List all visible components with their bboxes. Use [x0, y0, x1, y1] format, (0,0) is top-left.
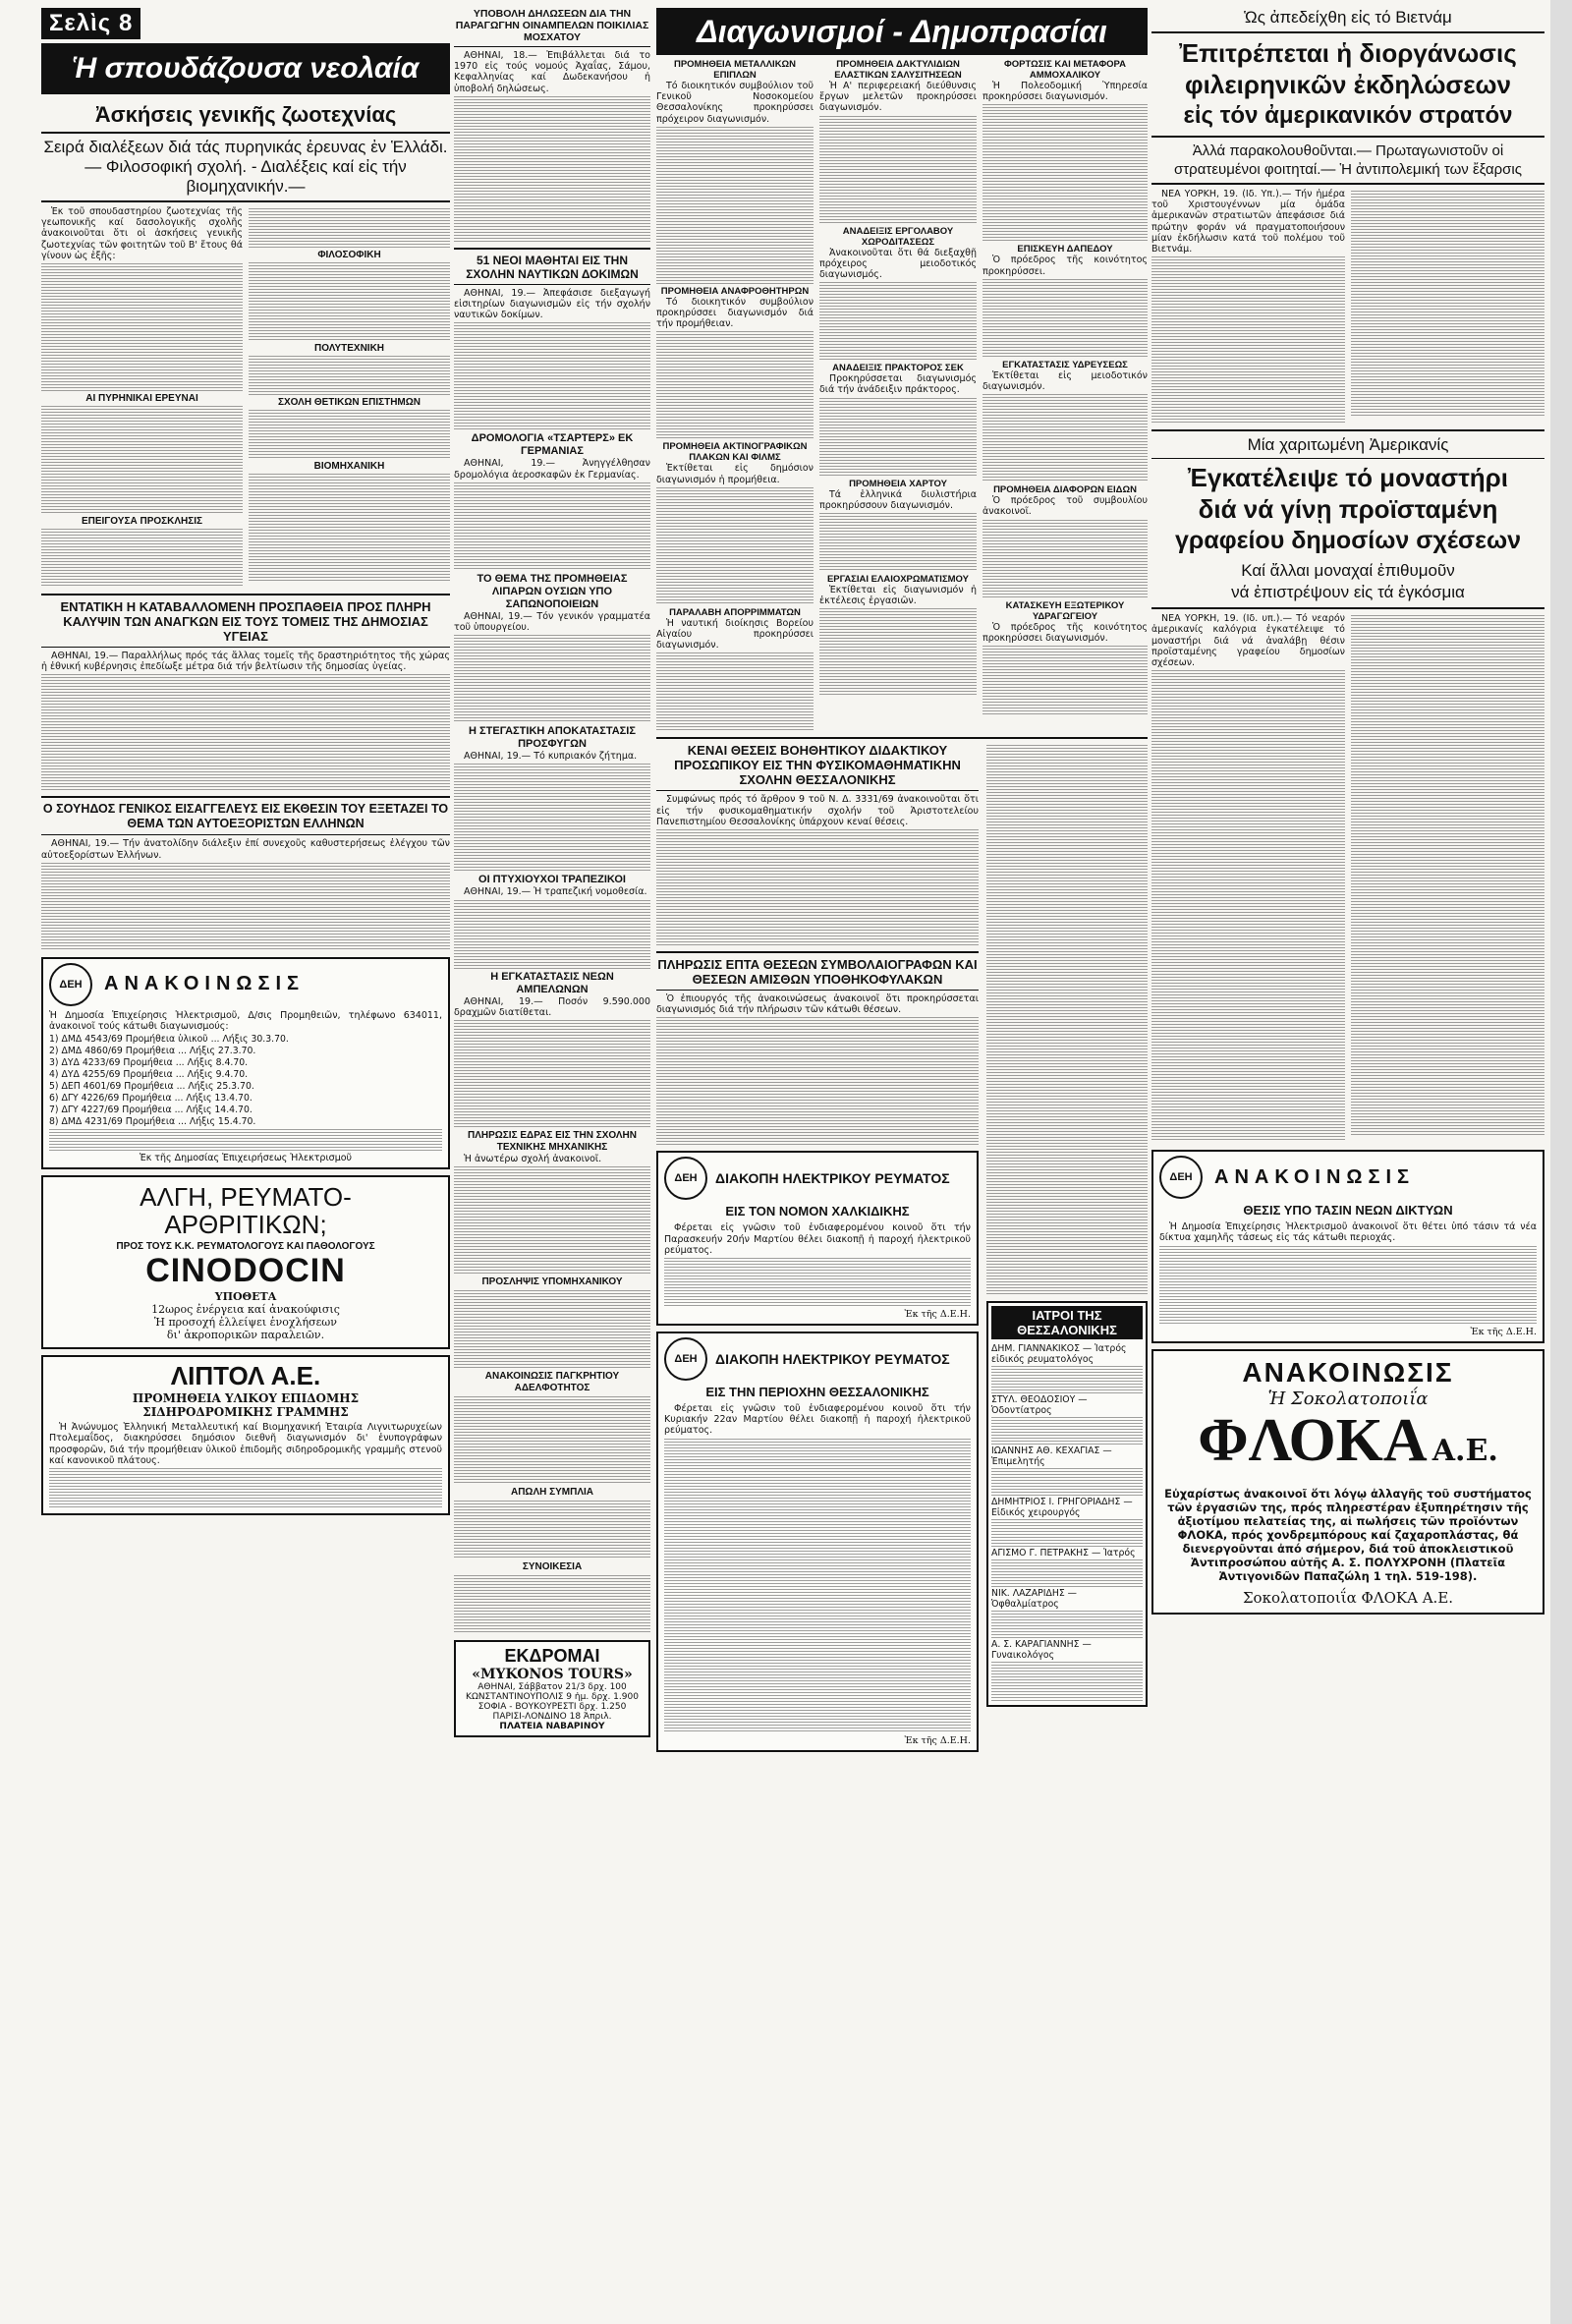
- ad-form: ΥΠΟΘΕΤΑ: [214, 1290, 277, 1304]
- subheading-nuclear: ΑΙ ΠΥΡΗΝΙΚΑΙ ΕΡΕΥΝΑΙ: [85, 393, 198, 405]
- heading-refugees: Η ΣΤΕΓΑΣΤΙΚΗ ΑΠΟΚΑΤΑΣΤΑΣΙΣ ΠΡΟΣΦΥΓΩΝ: [469, 725, 636, 751]
- heading-lost: ΑΠΩΛΗ ΣΥΜΠΛΙΑ: [510, 1487, 594, 1499]
- article-refugees: ΑΘΗΝΑΙ, 19.— Τό κυπριακόν ζήτημα.: [464, 751, 638, 763]
- tender-text: Ὁ πρόεδρος τοῦ συμβουλίου ἀνακοινοῖ.: [982, 495, 1148, 518]
- doctor-entry: ΔΗΜΗΤΡΙΟΣ Ι. ΓΡΗΓΟΡΙΑΔΗΣ — Εἰδικός χειρουργός: [991, 1497, 1133, 1519]
- subheading-urgent: ΕΠΕΙΓΟΥΣΑ ΠΡΟΣΚΛΗΣΙΣ: [81, 516, 203, 528]
- tender-heading: ΠΡΟΜΗΘΕΙΑ ΑΚΤΙΝΟΓΡΑΦΙΚΩΝ ΠΛΑΚΩΝ ΚΑΙ ΦΙΛΜΣ: [662, 441, 808, 464]
- liptol-line-2: ΣΙΔΗΡΟΔΡΟΜΙΚΗΣ ΓΡΑΜΜΗΣ: [142, 1405, 349, 1420]
- headline-line-2: φιλειρηνικῶν ἐκδηλώσεων: [1185, 70, 1511, 99]
- ad-line-2: ΑΡΘΡΙΤΙΚΩΝ;: [164, 1210, 327, 1240]
- tender-text: Ὁ πρόεδρος τῆς κοινότητος προκηρύσσει διαγωνισμόν.: [982, 621, 1148, 644]
- subhead-nun-1: Καί ἄλλαι μοναχαί ἐπιθυμοῦν: [1241, 561, 1455, 581]
- floka-ae: Α.Ε.: [1432, 1433, 1498, 1468]
- tender-item: 8) ΔΜΔ 4231/69 Προμήθεια ... Λήξις 15.4.70.: [49, 1116, 256, 1128]
- tour-line: ΣΟΦΙΑ - ΒΟΥΚΟΥΡΕΣΤΙ δρχ. 1.250: [477, 1702, 627, 1713]
- power-cut-chalkidiki: [656, 1151, 979, 1326]
- tour-line: ΚΩΝΣΤΑΝΤΙΝΟΥΠΟΛΙΣ 9 ἡμ. δρχ. 1.900: [466, 1692, 639, 1703]
- doctor-entry: ΙΩΑΝΝΗΣ ΑΘ. ΚΕΧΑΓΙΑΣ — Ἐπιμελητής: [991, 1445, 1112, 1468]
- tender-heading: ΕΠΙΣΚΕΥΗ ΔΑΠΕΔΟΥ: [1017, 244, 1113, 255]
- column-left: [41, 8, 450, 1521]
- floka-text: Εὐχαρίστως ἀνακοινοῖ ὅτι λόγῳ ἀλλαγῆς τοῦ συστήματος τῶν ἐργασιῶν της, πρός πληρεστέραν ἐξυπηρέτησιν τῆς ἀξιοτίμου πελατείας της, αἱ πωλήσεις τῶν προϊόντων ΦΛΟΚΑ, πρός χονδρεμπόρους καί ζαχαροπλάστας, θά διενεργοῦνται ἀπό σήμερον, διά τοῦ ἀποκλειστικοῦ Ἀντιπροσώπου αὐτῆς Α. Σ. ΠΟΛΥΧΡΟΝΗ (Πλατεῖα Ἀντιγονιδῶν Παπαζώλη 1 τηλ. 519-198).: [1164, 1486, 1532, 1583]
- tender-heading: ΕΡΓΑΣΙΑΙ ΕΛΑΙΟΧΡΩΜΑΤΙΣΜΟΥ: [826, 574, 970, 586]
- ad-benefit-1: 12ωρος ἐνέργεια καί ἀνακούφισις: [151, 1303, 340, 1317]
- page-label: Σελὶς 8: [41, 8, 140, 39]
- dei-logo: ΔΕΗ: [1159, 1156, 1203, 1199]
- subhead-lectures: Σειρά διαλέξεων διά τάς πυρηνικάς ἐρευνας ἐν Ἑλλάδι.— Φιλοσοφική σχολή. - Διαλέξεις καί εἰς τήν βιομηχανικήν.—: [43, 138, 448, 196]
- tender-item: 5) ΔΕΠ 4601/69 Προμήθεια ... Λήξις 25.3.70.: [49, 1081, 254, 1093]
- power-cut-footer: Ἐκ τῆς Δ.Ε.Η.: [904, 1309, 971, 1321]
- heading-chair: ΠΛΗΡΩΣΙΣ ΕΔΡΑΣ ΕΙΣ ΤΗΝ ΣΧΟΛΗΝ ΤΕΧΝΙΚΗΣ ΜΗΧΑΝΙΚΗΣ: [468, 1130, 637, 1154]
- tender-heading: ΠΡΟΜΗΘΕΙΑ ΔΙΑΦΟΡΩΝ ΕΙΔΩΝ: [993, 484, 1137, 496]
- power-cut-footer: Ἐκ τῆς Δ.Ε.Η.: [904, 1734, 971, 1746]
- heading-notaries: ΠΛΗΡΩΣΙΣ ΕΠΤΑ ΘΕΣΕΩΝ ΣΥΜΒΟΛΑΙΟΓΡΑΦΩΝ ΚΑΙ ΘΕΣΕΩΝ ΑΜΙΣΘΩΝ ΥΠΟΘΗΚΟΦΥΛΑΚΩΝ: [657, 957, 978, 988]
- kicker-vietnam: Ὡς ἀπεδείχθη εἰς τό Βιετνάμ: [1244, 8, 1452, 27]
- headline-prosecutor: Ο ΣΟΥΗΔΟΣ ΓΕΝΙΚΟΣ ΕΙΣΑΓΓΕΛΕΥΣ ΕΙΣ ΕΚΘΕΣΙΝ ΤΟΥ ΕΞΕΤΑΖΕΙ ΤΟ ΘΕΜΑ ΤΩΝ ΑΥΤΟΕΞΟΡΙΣΤΩΝ ΕΛΛΗΝΩΝ: [42, 802, 449, 831]
- article-charters: ΑΘΗΝΑΙ, 19.— Ἀνηγγέλθησαν δρομολόγια ἀεροσκαφῶν ἐκ Γερμανίας.: [454, 458, 650, 481]
- tender-text: Τό διοικητικόν συμβούλιον τοῦ Γενικοῦ Νοσοκομείου Θεσσαλονίκης προκηρύσσει πρόχειρον διαγωνισμόν.: [656, 81, 814, 125]
- column-second: [454, 8, 650, 1743]
- floka-brand: ΦΛΟΚΑ: [1198, 1406, 1428, 1474]
- tender-text: Ἡ ναυτική διοίκησις Βορείου Αἰγαίου προκηρύσσει διαγωνισμόν.: [656, 617, 814, 652]
- floka-subtitle: Ἡ Σοκολατοποιΐα: [1267, 1388, 1429, 1409]
- dei-announcement: [41, 957, 450, 1169]
- tender-text: Τό διοικητικόν συμβούλιον προκηρύσσει διαγωνισμόν διά τήν προμήθειαν.: [656, 296, 814, 330]
- subheading-philosophy: ΦΙΛΟΣΟΦΙΚΗ: [317, 250, 381, 260]
- doctor-entry: Α. Σ. ΚΑΡΑΓΙΑΝΝΗΣ — Γυναικολόγος: [991, 1639, 1092, 1662]
- article-vietnam: ΝΕΑ ΥΟΡΚΗ, 19. (Ιδ. Υπ.).— Τήν ἡμέρα τοῦ Χριστουγέννων μία ὁμάδα ἀμερικανῶν στρατιωτῶν ἀπεφάσισε διά πρώτην φοράν νά πραγματοποιήσουν μίαν ἐκδήλωσιν κατά τοῦ πολέμου τοῦ Βιετνάμ.: [1151, 189, 1345, 255]
- subheading-sciences: ΣΧΟΛΗ ΘΕΤΙΚΩΝ ΕΠΙΣΤΗΜΩΝ: [278, 397, 421, 408]
- dei-logo: ΔΕΗ: [664, 1337, 707, 1381]
- networks-subtitle: ΘΕΣΙΣ ΥΠΟ ΤΑΣΙΝ ΝΕΩΝ ΔΙΚΤΥΩΝ: [1243, 1203, 1453, 1219]
- tender-text: Ἐκτίθεται εἰς δημόσιον διαγωνισμόν ἡ προμήθεια.: [656, 463, 814, 485]
- heading-engineer: ΠΡΟΣΛΗΨΙΣ ΥΠΟΜΗΧΑΝΙΚΟΥ: [481, 1276, 623, 1288]
- article-muscat: ΑΘΗΝΑΙ, 18.— Ἐπιβάλλεται διά το 1970 εἰς τούς νομούς Ἀχαΐας, Σάμου, Κεφαλληνίας καί Δωδεκανήσου ἡ ὑποβολή δηλώσεως.: [454, 50, 650, 94]
- tender-heading: ΠΡΟΜΗΘΕΙΑ ΔΑΚΤΥΛΙΔΙΩΝ ΕΛΑΣΤΙΚΩΝ ΣΑΛΥΣΙΤΗΣΕΩΝ: [834, 59, 962, 81]
- article-naval-cadets: ΑΘΗΝΑΙ, 19.— Ἀπεφάσισε διεξαγωγή εἰσιτηρίων διαγωνισμῶν εἰς τήν σχολήν ναυτικῶν δοκίμων.: [454, 287, 650, 321]
- article-intro: Ἐκ τοῦ σπουδαστηρίου ζωοτεχνίας τῆς γεωπονικῆς καί δασολογικῆς σχολῆς ἀνακοινοῦται ὅτι οἱ ἀσκήσεις γενικῆς ζωοτεχνίας τῶν φοιτητῶν τοῦ Β' ἔτους θά γίνουν ὡς ἑξῆς:: [41, 206, 243, 261]
- tour-line: ΠΑΡΙΣΙ-ΛΟΝΔΙΝΟ 18 Ἀπριλ.: [492, 1712, 612, 1723]
- tours-title: ΕΚΔΡΟΜΑΙ: [504, 1646, 600, 1667]
- liptol-ad: [41, 1355, 450, 1515]
- subheading-polytechnic: ΠΟΛΥΤΕΧΝΙΚΗ: [313, 343, 385, 354]
- power-cut-title: ΔΙΑΚΟΠΗ ΗΛΕΚΤΡΙΚΟΥ ΡΕΥΜΑΤΟΣ: [715, 1170, 950, 1187]
- tender-heading: ΠΡΟΜΗΘΕΙΑ ΜΕΤΑΛΛΙΚΩΝ ΕΠΙΠΛΩΝ: [673, 59, 797, 81]
- article-fats: ΑΘΗΝΑΙ, 19.— Τόν γενικόν γραμματέα τοῦ ὑπουργείου.: [454, 610, 650, 634]
- tender-list: [49, 1034, 442, 1127]
- tender-heading: ΠΡΟΜΗΘΕΙΑ ΑΝΑΦΡΟΘΗΤΗΡΩΝ: [660, 285, 810, 297]
- column-right: [1151, 8, 1544, 1620]
- ad-line-3: ΠΡΟΣ ΤΟΥΣ Κ.Κ. ΡΕΥΜΑΤΟΛΟΓΟΥΣ ΚΑΙ ΠΑΘΟΛΟΓΟΥΣ: [116, 1241, 375, 1253]
- article-vineyards: ΑΘΗΝΑΙ, 19.— Ποσόν 9.590.000 δραχμῶν διατίθεται.: [454, 995, 650, 1018]
- heading-vineyards: Η ΕΓΚΑΤΑΣΤΑΣΙΣ ΝΕΩΝ ΑΜΠΕΛΩΝΩΝ: [490, 970, 614, 995]
- power-cut-thessaloniki: [656, 1332, 979, 1752]
- headline-nun-2: διά νά γίνῃ προϊσταμένη: [1198, 494, 1498, 525]
- headline-zootechnics: Ἀσκήσεις γενικῆς ζωοτεχνίας: [94, 102, 397, 127]
- heading-muscat: ΥΠΟΒΟΛΗ ΔΗΛΩΣΕΩΝ ΔΙΑ ΤΗΝ ΠΑΡΑΓΩΓΗΝ ΟΙΝΑΜΠΕΛΩΝ ΠΟΙΚΙΛΙΑΣ ΜΟΣΧΑΤΟΥ: [455, 8, 649, 43]
- headline-nun-1: Ἐγκατέλειψε τό μοναστήρι: [1188, 463, 1508, 493]
- tender-heading: ΑΝΑΔΕΙΞΙΣ ΕΡΓΟΛΑΒΟΥ ΧΩΡΟΔΙΤΑΣΕΩΣ: [842, 225, 954, 248]
- heading-teaching-posts: ΚΕΝΑΙ ΘΕΣΕΙΣ ΒΟΗΘΗΤΙΚΟΥ ΔΙΔΑΚΤΙΚΟΥ ΠΡΟΣΩΠΙΚΟΥ ΕΙΣ ΤΗΝ ΦΥΣΙΚΟΜΑΘΗΜΑΤΙΚΗΝ ΣΧΟΛΗΝ ΘΕΣΣΑΛΟΝΙΚΗΣ: [674, 743, 961, 788]
- tender-heading: ΑΝΑΔΕΙΞΙΣ ΠΡΑΚΤΟΡΟΣ ΣΕΚ: [832, 363, 964, 374]
- power-cut-area: ΕΙΣ ΤΗΝ ΠΕΡΙΟΧΗΝ ΘΕΣΣΑΛΟΝΙΚΗΣ: [705, 1385, 929, 1400]
- tender-item: 2) ΔΜΔ 4860/69 Προμήθεια ... Λήξις 27.3.70.: [49, 1046, 256, 1057]
- heading-marriage: ΣΥΝΟΙΚΕΣΙΑ: [522, 1561, 583, 1573]
- heading-bank-graduates: ΟΙ ΠΤΥΧΙΟΥΧΟΙ ΤΡΑΠΕΖΙΚΟΙ: [478, 874, 626, 886]
- heading-fats: ΤΟ ΘΕΜΑ ΤΗΣ ΠΡΟΜΗΘΕΙΑΣ ΛΙΠΑΡΩΝ ΟΥΣΙΩΝ ΥΠΟ ΣΑΠΩΝΟΠΟΙΕΙΩΝ: [477, 572, 628, 610]
- doctor-entry: ΝΙΚ. ΛΑΖΑΡΙΔΗΣ — Ὀφθαλμίατρος: [991, 1588, 1077, 1611]
- mykonos-tours-ad: [454, 1640, 650, 1737]
- dei-logo: ΔΕΗ: [664, 1157, 707, 1200]
- announcement-title: ΑΝΑΚΟΙΝΩΣΙΣ: [1214, 1165, 1416, 1188]
- ad-benefit-2: Ἡ προσοχή ἐλλείψει ἐνοχλήσεων: [154, 1316, 337, 1330]
- power-cut-area: ΕΙΣ ΤΟΝ ΝΟΜΟΝ ΧΑΛΚΙΔΙΚΗΣ: [725, 1204, 910, 1219]
- heading-charters: ΔΡΟΜΟΛΟΓΙΑ «ΤΣΑΡΤΕΡΣ» ΕΚ ΓΕΡΜΑΝΙΑΣ: [471, 432, 634, 458]
- ad-benefit-3: δι' ἀκροπορικῶν παραλειῶν.: [166, 1329, 325, 1342]
- announcement-title: ΑΝΑΚΟΙΝΩΣΙΣ: [104, 973, 306, 995]
- tour-address: ΠΛΑΤΕΙΑ ΝΑΒΑΡΙΝΟΥ: [499, 1722, 605, 1732]
- section-banner: Ἡ σπουδάζουσα νεολαία: [41, 43, 450, 94]
- tenders-subcolumn: [982, 59, 1148, 733]
- tender-heading: ΦΟΡΤΩΣΙΣ ΚΑΙ ΜΕΤΑΦΟΡΑ ΑΜΜΟΧΑΛΙΚΟΥ: [1003, 59, 1127, 81]
- doctor-entry: ΔΗΜ. ΓΙΑΝΝΑΚΙΚΟΣ — Ἰατρός εἰδικός ρευματολόγος: [991, 1343, 1127, 1366]
- tender-heading: ΚΑΤΑΣΚΕΥΗ ΕΞΩΤΕΡΙΚΟΥ ΥΔΡΑΓΩΓΕΙΟΥ: [1005, 599, 1125, 622]
- tender-item: 4) ΔΥΔ 4255/69 Προμήθεια ... Λήξις 9.4.70.: [49, 1069, 249, 1081]
- headline-health: ΕΝΤΑΤΙΚΗ Η ΚΑΤΑΒΑΛΛΟΜΕΝΗ ΠΡΟΣΠΑΘΕΙΑ ΠΡΟΣ ΠΛΗΡΗ ΚΑΛΥΨΙΝ ΤΩΝ ΑΝΑΓΚΩΝ ΕΙΣ ΤΟΥΣ ΤΟΜΕΙΣ ΤΗΣ ΔΗΜΟΣΙΑΣ ΥΓΕΙΑΣ: [60, 599, 431, 645]
- headline-line-3: εἰς τόν ἀμερικανικόν στρατόν: [1183, 102, 1513, 129]
- networks-text: Ἡ Δημοσία Ἐπιχείρησις Ἠλεκτρισμοῦ ἀνακοινοῖ ὅτι θέτει ὑπό τάσιν τά νέα δίκτυα χαμηλῆς τάσεως εἰς τάς κάτωθι περιοχάς.: [1159, 1221, 1537, 1244]
- prosecutor-article: ΑΘΗΝΑΙ, 19.— Τήν ἀνατολίδην διάλεξιν ἐπί συνεχοῦς καθυστερήσεως ἐλέγχου τῶν αὐτοεξορίστων Ἑλλήνων.: [41, 838, 450, 861]
- doctor-entry: ΑΓΙΣΜΟ Γ. ΠΕΤΡΑΚΗΣ — Ἰατρός: [991, 1548, 1136, 1559]
- tender-text: Τά ἑλληνικά διυλιστήρια προκηρύσσουν διαγωνισμόν.: [819, 488, 977, 511]
- tour-line: ΑΘΗΝΑΙ, Σάββατον 21/3 δρχ. 100: [477, 1682, 627, 1693]
- article-teaching-posts: Συμφώνως πρός τό ἄρθρον 9 τοῦ Ν. Δ. 3331/69 ἀνακοινοῦται ὅτι εἰς τήν φυσικομαθηματικήν σχολήν τοῦ Ἀριστοτελείου Πανεπιστημίου Θεσσαλονίκης ὑπάρχουν κεναί θέσεις.: [656, 794, 979, 827]
- article-notaries: Ὁ ἐπιουργός τῆς ἀνακοινώσεως ἀνακοινοῖ ὅτι προκηρύσσεται διαγωνισμός διά τήν πλήρωσιν τῶν κάτωθι θέσεων.: [656, 993, 979, 1016]
- power-cut-title: ΔΙΑΚΟΠΗ ΗΛΕΚΤΡΙΚΟΥ ΡΕΥΜΑΤΟΣ: [715, 1351, 950, 1368]
- tenders-subcolumn: [656, 59, 814, 733]
- tender-item: 1) ΔΜΔ 4543/69 Προμήθεια ὑλικοῦ ... Λήξις 30.3.70.: [49, 1034, 289, 1046]
- tender-heading: ΠΑΡΑΛΑΒΗ ΑΠΟΡΡΙΜΜΑΤΩΝ: [669, 606, 801, 618]
- dei-logo: ΔΕΗ: [49, 963, 92, 1006]
- dei-new-networks: [1151, 1150, 1544, 1342]
- liptol-line-1: ΠΡΟΜΗΘΕΙΑ ΥΛΙΚΟΥ ΕΠΙΔΟΜΗΣ: [132, 1391, 360, 1406]
- kicker-nun: Μία χαριτωμένη Ἀμερικανίς: [1247, 435, 1449, 455]
- tender-text: Ἡ Πολεοδομική Ὑπηρεσία προκηρύσσει διαγωνισμόν.: [982, 81, 1148, 103]
- floka-ad: [1151, 1349, 1544, 1615]
- doctors-heading: ΙΑΤΡΟΙ ΤΗΣ ΘΕΣΣΑΛΟΝΙΚΗΣ: [991, 1306, 1143, 1339]
- liptol-brand: ΛΙΠΤΟΛ Α.Ε.: [170, 1361, 321, 1391]
- tender-text: Ἐκτίθεται εἰς διαγωνισμόν ἡ ἐκτέλεσις ἐργασιῶν.: [819, 585, 977, 607]
- power-cut-text: Φέρεται εἰς γνῶσιν τοῦ ἐνδιαφερομένου κοινοῦ ὅτι τήν Κυριακήν 22αν Μαρτίου θέλει διακοπῇ ἡ παροχή ἠλεκτρικοῦ ρεύματος.: [664, 1403, 971, 1437]
- power-cut-text: Φέρεται εἰς γνῶσιν τοῦ ἐνδιαφερομένου κοινοῦ ὅτι τήν Παρασκευήν 20ήν Μαρτίου θέλει διακοπῇ ἡ παροχή ἠλεκτρικοῦ ρεύματος.: [664, 1222, 971, 1256]
- tender-text: Ἐκτίθεται εἰς μειοδοτικόν διαγωνισμόν.: [982, 369, 1148, 393]
- tender-item: 7) ΔΓΥ 4227/69 Προμήθεια ... Λήξις 14.4.70.: [49, 1105, 253, 1116]
- subhead-nun-2: νά ἐπιστρέψουν εἰς τά ἐγκόσμια: [1231, 583, 1465, 602]
- ad-brand: CINODOCIN: [145, 1252, 346, 1290]
- tender-text: Προκηρύσσεται διαγωνισμός διά τήν ἀνάδειξιν πράκτορος.: [819, 373, 977, 396]
- tours-company: «MYKONOS TOURS»: [472, 1667, 633, 1683]
- tenders-banner: Διαγωνισμοί - Δημοπρασίαι: [656, 8, 1148, 55]
- article-chair: Ἡ ἀνωτέρω σχολή ἀνακοινοῖ.: [464, 1154, 602, 1165]
- doctor-entry: ΣΤΥΛ. ΘΕΟΔΟΣΙΟΥ — Ὀδοντίατρος: [991, 1394, 1088, 1417]
- heading-naval-cadets: 51 ΝΕΟΙ ΜΑΘΗΤΑΙ ΕΙΣ ΤΗΝ ΣΧΟΛΗΝ ΝΑΥΤΙΚΩΝ ΔΟΚΙΜΩΝ: [466, 253, 639, 281]
- headline-line-1: Ἐπιτρέπεται ἡ διοργάνωσις: [1179, 38, 1517, 68]
- tenders-subcolumn: [819, 59, 977, 733]
- tender-item: 3) ΔΥΔ 4233/69 Προμήθεια ... Λήξις 8.4.70.: [49, 1057, 249, 1069]
- subheading-industrial: ΒΙΟΜΗΧΑΝΙΚΗ: [313, 461, 385, 472]
- heading-cretan: ΑΝΑΚΟΙΝΩΣΙΣ ΠΑΓΚΡΗΤΙΟΥ ΑΔΕΛΦΟΤΗΤΟΣ: [484, 1371, 620, 1394]
- liptol-text: Ἡ Ἀνώνυμος Ἑλληνική Μεταλλευτική καί Βιομηχανική Ἑταιρία Λιγνιτωρυχείων Πτολεμαΐδος, διακηρύσσει δημόσιον διεθνῆ διαγωνισμόν δι' ἐνυπογράφων προσφορῶν, διά τήν προμήθειαν ὑλικοῦ ἐπιδομῆς σιδηροδρομικῆς γραμμῆς στενοῦ καί κανονικοῦ πλάτους.: [49, 1422, 442, 1466]
- subhead-vietnam: Ἀλλά παρακολουθοῦνται.— Πρωταγωνιστοῦν οἱ στρατευμένοι φοιτηταί.— Ἡ ἀντιπολεμική των ἔξαρσις: [1174, 142, 1522, 178]
- adjacent-page-edge: [1550, 0, 1572, 2324]
- cinodocin-ad: [41, 1175, 450, 1349]
- health-article: ΑΘΗΝΑΙ, 19.— Παραλλήλως πρός τάς ἄλλας τομεῖς τῆς δραστηριότητος τῆς χώρας ἡ ἐθνική κυβέρνησις ἐπεδίωξε μέτρα διά τήν βελτίωσιν τῆς δημοσίας ὑγείας.: [41, 651, 450, 673]
- floka-announcement-title: ΑΝΑΚΟΙΝΩΣΙΣ: [1242, 1356, 1454, 1388]
- announcement-footer: Ἐκ τῆς Δημοσίας Ἐπιχειρήσεως Ἠλεκτρισμοῦ: [139, 1153, 353, 1164]
- tender-text: Ὁ πρόεδρος τῆς κοινότητος προκηρύσσει.: [982, 255, 1148, 277]
- article-nun: ΝΕΑ ΥΟΡΚΗ, 19. (Ιδ. υπ.).— Τό νεαρόν ἀμερικανίς καλόγρια ἐγκατέλειψε τό μοναστήρι διά νά ἀναλάβῃ θέσιν προϊσταμένης γραφείου δημοσίων σχέσεων.: [1151, 613, 1345, 669]
- tender-text: Ἡ Α' περιφερειακή διεύθυνσις ἔργων μελετῶν προκηρύσσει διαγωνισμόν.: [819, 81, 977, 114]
- doctors-directory: [986, 1301, 1148, 1707]
- tender-heading: ΕΓΚΑΤΑΣΤΑΣΙΣ ΥΔΡΕΥΣΕΩΣ: [1002, 359, 1128, 370]
- tender-text: Ἀνακοινοῦται ὅτι θά διεξαχθῇ πρόχειρος μειοδοτικός διαγωνισμός.: [819, 247, 977, 281]
- networks-footer: Ἐκ τῆς Δ.Ε.Η.: [1470, 1326, 1537, 1337]
- headline-nun-3: γραφείου δημοσίων σχέσεων: [1175, 527, 1521, 555]
- announcement-intro: Ἡ Δημοσία Ἐπιχείρησις Ἠλεκτρισμοῦ, Δ/σις Προμηθειῶν, τηλέφωνο 634011, ἀνακοινοῖ τούς κάτωθι διαγωνισμούς:: [49, 1009, 442, 1033]
- column-tenders: [656, 8, 1148, 1758]
- floka-signature: Σοκολατοποιΐα ΦΛΟΚΑ Α.Ε.: [1242, 1588, 1454, 1607]
- tender-item: 6) ΔΓΥ 4226/69 Προμήθεια ... Λήξις 13.4.70.: [49, 1093, 253, 1105]
- ad-line-1: ΑΛΓΗ, ΡΕΥΜΑΤΟ-: [140, 1182, 352, 1213]
- tender-heading: ΠΡΟΜΗΘΕΙΑ ΧΑΡΤΟΥ: [849, 478, 947, 489]
- article-bank-graduates: ΑΘΗΝΑΙ, 19.— Ἡ τραπεζική νομοθεσία.: [464, 886, 647, 898]
